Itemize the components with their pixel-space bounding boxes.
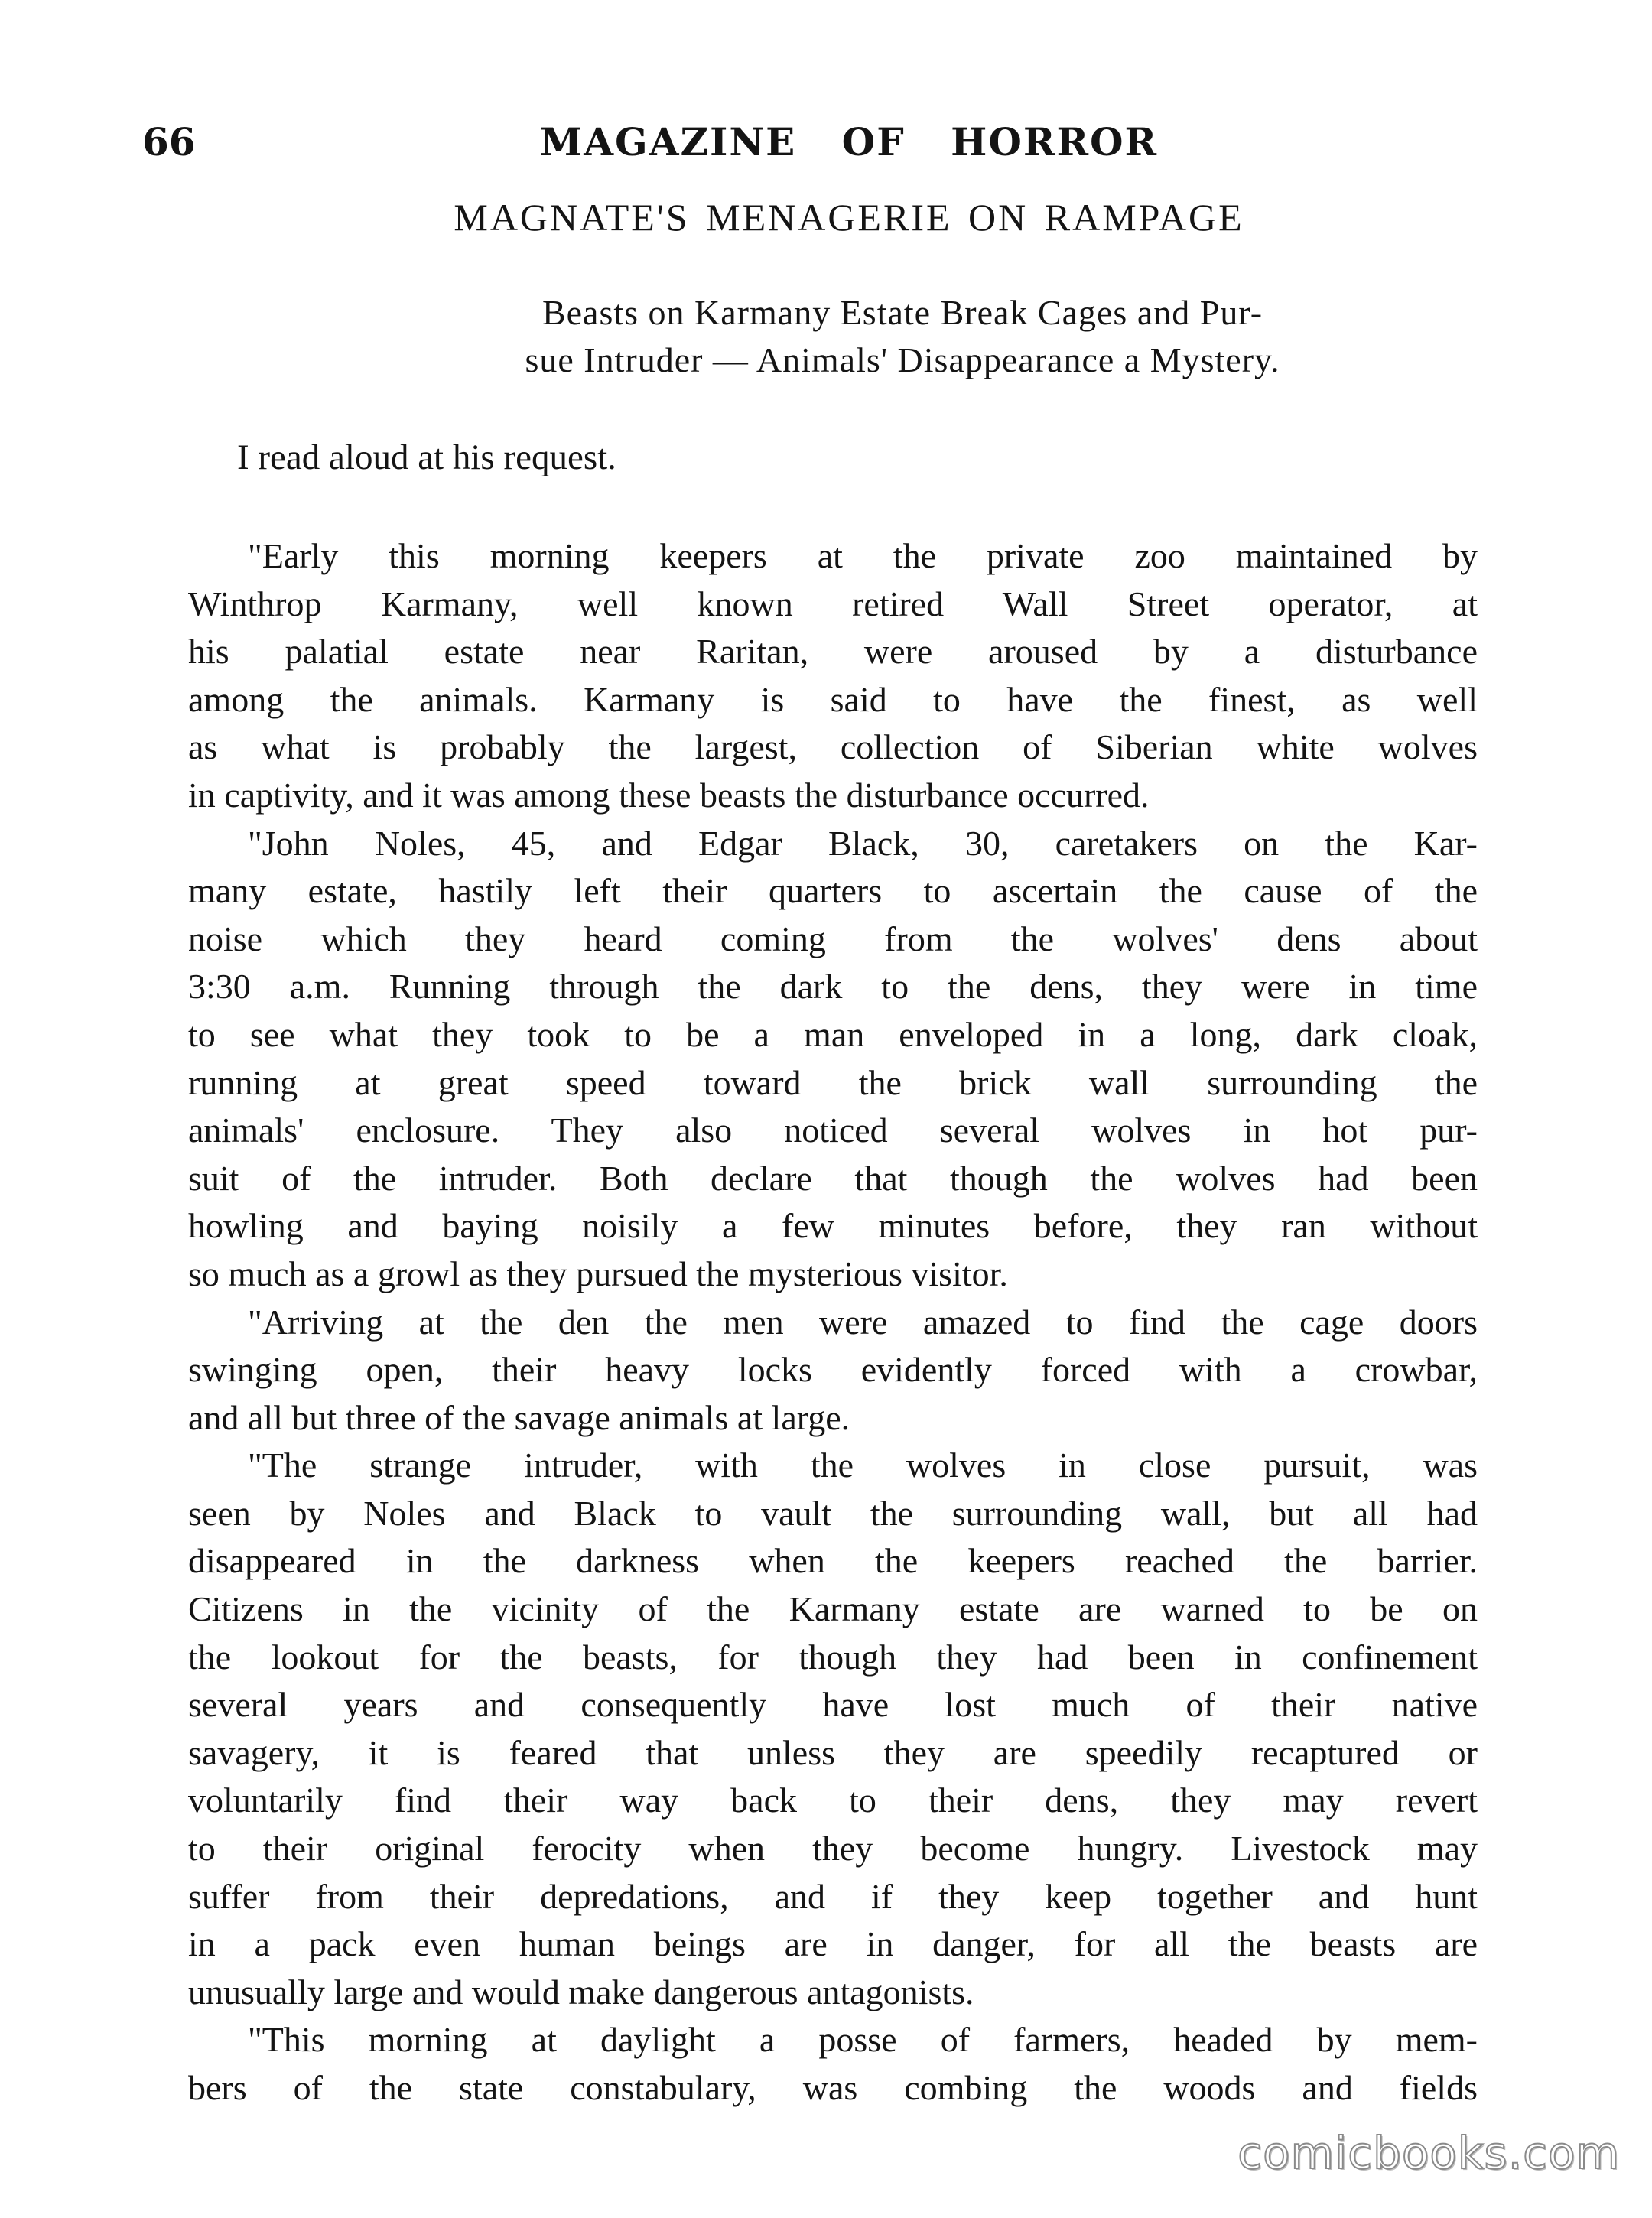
text-line: howling and baying noisily a few minutes before, they ran without: [188, 1206, 1478, 1246]
text-line: animals' enclosure. They also noticed several wolves in hot pur-: [188, 1111, 1478, 1150]
text-line: the lookout for the beasts, for though they had been in confinement: [188, 1637, 1478, 1677]
text-line: in a pack even human beings are in danger, for all the beasts are: [188, 1924, 1478, 1964]
text-line: to their original ferocity when they become hungry. Livestock may: [188, 1829, 1478, 1868]
text-line: unusually large and would make dangerous antagonists.: [188, 1972, 974, 2011]
text-line: to see what they took to be a man enveloped in a long, dark cloak,: [188, 1014, 1478, 1054]
text-line: "This morning at daylight a posse of farmers, headed by mem-: [248, 2020, 1478, 2060]
text-line: "John Noles, 45, and Edgar Black, 30, caretakers on the Kar-: [248, 823, 1478, 863]
article-subhead: [367, 289, 1438, 384]
page-number: 66: [142, 119, 196, 164]
text-line: Winthrop Karmany, well known retired Wall Street operator, at: [188, 584, 1478, 623]
text-line: voluntarily find their way back to their dens, they may revert: [188, 1781, 1478, 1820]
text-line: swinging open, their heavy locks evidently forced with a crowbar,: [188, 1350, 1478, 1390]
paragraph: [188, 1299, 1478, 1442]
running-title: MAGAZINE OF HORROR: [539, 119, 1159, 164]
text-line: among the animals. Karmany is said to have the finest, as well: [188, 679, 1478, 719]
text-line: suit of the intruder. Both declare that though the wolves had been: [188, 1158, 1478, 1198]
text-line: in captivity, and it was among these beasts the disturbance occurred.: [188, 775, 1150, 815]
text-line: several years and consequently have lost much of their native: [188, 1685, 1478, 1725]
text-line: "The strange intruder, with the wolves in close pursuit, was: [248, 1446, 1478, 1485]
text-line: bers of the state constabulary, was combing the woods and fields: [188, 2068, 1478, 2107]
watermark-logo: comicbooks.com: [1237, 2127, 1620, 2179]
text-line: seen by Noles and Black to vault the surrounding wall, but all had: [188, 1493, 1478, 1533]
text-line: Citizens in the vicinity of the Karmany estate are warned to be on: [188, 1589, 1478, 1629]
text-line: noise which they heard coming from the wolves' dens about: [188, 919, 1478, 958]
text-line: "Arriving at the den the men were amazed to find the cage doors: [248, 1302, 1478, 1342]
paragraph: [188, 820, 1478, 1299]
text-line: so much as a growl as they pursued the mysterious visitor.: [188, 1254, 1008, 1293]
text-line: disappeared in the darkness when the keepers reached the barrier.: [188, 1541, 1478, 1581]
article-body: [188, 532, 1478, 2112]
lead-sentence: I read aloud at his request.: [237, 437, 616, 477]
paragraph: [188, 1442, 1478, 2016]
text-line: his palatial estate near Raritan, were aroused by a disturbance: [188, 632, 1478, 672]
text-line: running at great speed toward the brick wall surrounding the: [188, 1062, 1478, 1102]
paragraph: [188, 2016, 1478, 2112]
paragraph: [188, 532, 1478, 820]
text-line: suffer from their depredations, and if they keep together and hunt: [188, 1876, 1478, 1916]
text-line: and all but three of the savage animals at large.: [188, 1397, 850, 1437]
article-headline: MAGNATE'S MENAGERIE ON RAMPAGE: [454, 196, 1244, 239]
text-line: 3:30 a.m. Running through the dark to the dens, they were in time: [188, 967, 1478, 1007]
text-line: savagery, it is feared that unless they are speedily recaptured or: [188, 1732, 1478, 1772]
text-line: as what is probably the largest, collection of Siberian white wolves: [188, 727, 1478, 767]
subhead-line: sue Intruder — Animals' Disappearance a Mystery.: [525, 340, 1280, 379]
text-line: many estate, hastily left their quarters to ascertain the cause of the: [188, 871, 1478, 911]
text-line: "Early this morning keepers at the private zoo maintained by: [248, 536, 1478, 575]
subhead-line: Beasts on Karmany Estate Break Cages and Pur-: [541, 293, 1263, 332]
